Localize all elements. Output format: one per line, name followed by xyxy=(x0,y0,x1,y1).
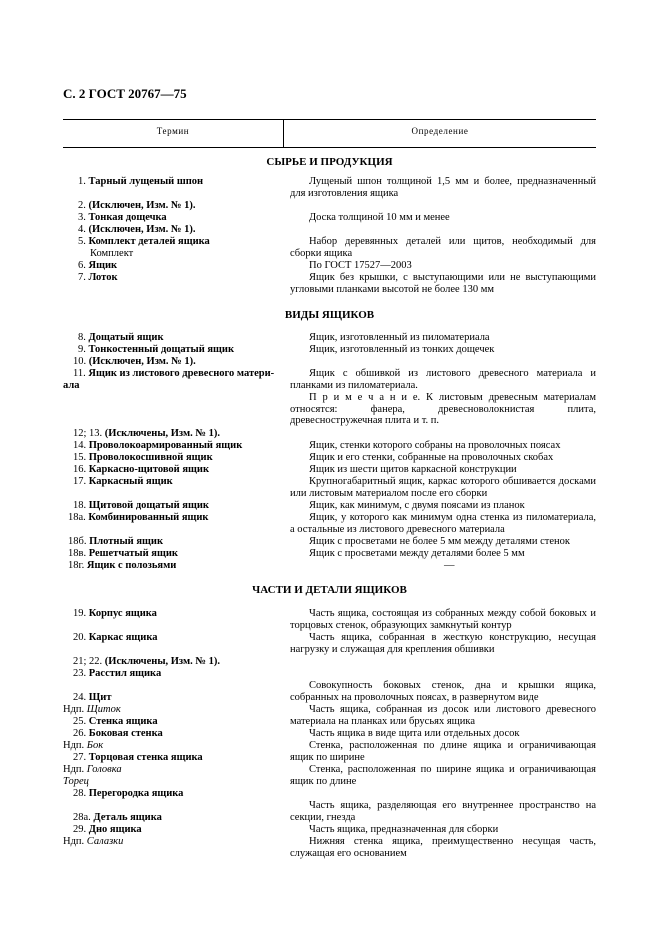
term-16 xyxy=(73,464,209,476)
term-3 xyxy=(78,212,167,224)
term-number: 28а. xyxy=(73,812,91,823)
term-name: Боковая стенка xyxy=(88,728,163,739)
term-name: Каркасный ящик xyxy=(88,476,173,487)
definition-3: Доска толщиной 10 мм и менее xyxy=(309,212,450,223)
term-24-nonrec xyxy=(63,704,121,716)
term-number: 18а. xyxy=(68,512,86,523)
definition-18g: — xyxy=(444,560,455,571)
term-name: (Исключен, Изм. № 1). xyxy=(88,224,196,235)
table-header-bottom-rule xyxy=(63,147,596,148)
term-name: Перегородка ящика xyxy=(88,788,184,799)
term-number: 16. xyxy=(73,464,87,475)
term-name: Деталь ящика xyxy=(93,812,162,823)
term-name: Щиток xyxy=(86,704,121,715)
term-name: Корпус ящика xyxy=(88,608,157,619)
term-number: Ндп. xyxy=(63,836,85,847)
term-26-nonrec xyxy=(63,740,103,752)
term-18v xyxy=(68,548,178,560)
term-14 xyxy=(73,440,242,452)
term-10 xyxy=(73,356,196,368)
term-number: 2. xyxy=(78,200,86,211)
term-28 xyxy=(73,788,183,800)
definition-26: Стенка, расположенная по длине ящика и ограничивающая ящик по ширине xyxy=(290,740,596,763)
term-20 xyxy=(73,632,157,644)
term-1 xyxy=(78,176,203,188)
term-number: 8. xyxy=(78,332,86,343)
term-name: Решетчатый ящик xyxy=(88,548,178,559)
term-number: Ндп. xyxy=(63,764,85,775)
term-27 xyxy=(73,752,203,764)
page-title: С. 2 ГОСТ 20767—75 xyxy=(63,86,187,101)
term-number: 18. xyxy=(73,500,87,511)
term-name: ала xyxy=(63,380,80,391)
term-18g xyxy=(68,560,176,572)
term-18 xyxy=(73,500,209,512)
definition-28a: Часть ящика, предназначенная для сборки xyxy=(309,824,499,835)
term-8 xyxy=(78,332,164,344)
term-7 xyxy=(78,272,118,284)
term-name: Тонкостенный дощатый ящик xyxy=(88,344,235,355)
term-name: Каркасно-щитовой ящик xyxy=(88,464,210,475)
term-name: (Исключен, Изм. № 1). xyxy=(88,200,196,211)
term-name: Торец xyxy=(63,776,89,787)
term-27-nonrec-2 xyxy=(63,776,89,788)
term-27-nonrec xyxy=(63,764,122,776)
term-number: Ндп. xyxy=(63,704,85,715)
term-number: 11. xyxy=(73,368,86,379)
term-28a xyxy=(73,812,162,824)
definition-14: Ящик, стенки которого собраны на проволочных поясах xyxy=(309,440,561,451)
definition-5: Набор деревянных деталей или щитов, необходимый для сборки ящика xyxy=(290,236,596,259)
term-number: 7. xyxy=(78,272,86,283)
term-name: Дно ящика xyxy=(88,824,142,835)
section-heading-box-parts: ЧАСТИ И ДЕТАЛИ ЯЩИКОВ xyxy=(252,584,407,596)
term-6 xyxy=(78,260,117,272)
definition-27: Стенка, расположенная по ширине ящика и ограничивающая ящик по длине xyxy=(290,764,596,787)
definition-9: Ящик, изготовленный из тонких дощечек xyxy=(309,344,495,355)
definition-19: Часть ящика, состоящая из собранных между собой боковых и торцовых стенок, образующих замкнутый контур xyxy=(290,608,596,631)
term-12-13 xyxy=(73,428,220,440)
definition-18v: Ящик с просветами между деталями более 5 мм xyxy=(309,548,525,559)
term-number: 29. xyxy=(73,824,87,835)
term-name: Каркас ящика xyxy=(88,632,158,643)
term-number: 21; 22. xyxy=(73,656,103,667)
definition-28: Часть ящика, разделяющая его внутреннее пространство на секции, гнезда xyxy=(290,800,596,823)
term-name: Ящик с полозьями xyxy=(86,560,177,571)
definition-6: По ГОСТ 17527—2003 xyxy=(309,260,412,271)
term-23 xyxy=(73,668,161,680)
column-header-definition: Определение xyxy=(411,126,469,136)
definition-1: Лущеный шпон толщиной 1,5 мм и более, предназначенный для изготовления ящика xyxy=(290,176,596,199)
term-name: (Исключены, Изм. № 1). xyxy=(104,428,220,439)
term-number: 14. xyxy=(73,440,87,451)
column-header-term: Термин xyxy=(156,126,190,136)
term-number: Ндп. xyxy=(63,740,85,751)
definition-18b: Ящик с просветами не более 5 мм между деталями стенок xyxy=(309,536,571,547)
term-number: 17. xyxy=(73,476,87,487)
term-number: 18г. xyxy=(68,560,85,571)
term-name: Комплект деталей ящика xyxy=(88,236,210,247)
term-number: 15. xyxy=(73,452,87,463)
term-17 xyxy=(73,476,173,488)
term-name: Проволокоармированный ящик xyxy=(88,440,243,451)
term-name: Салазки xyxy=(86,836,124,847)
term-5 xyxy=(78,236,210,248)
term-name: Комбинированный ящик xyxy=(88,512,209,523)
definition-11-note: П р и м е ч а н и е. К листовым древесным материалам относятся: фанера, древесноволокнистая плита, древесностружечная плита и т. п. xyxy=(290,392,596,426)
definition-24: Часть ящика, собранная из досок или листового древесного материала на планках или брусьях ящика xyxy=(290,704,596,727)
term-number: 24. xyxy=(73,692,87,703)
term-26 xyxy=(73,728,163,740)
definition-15: Ящик и его стенки, собранные на проволочных скобах xyxy=(309,452,554,463)
term-4 xyxy=(78,224,195,236)
term-name: Плотный ящик xyxy=(89,536,163,547)
term-number: 4. xyxy=(78,224,86,235)
term-number: 18б. xyxy=(68,536,87,547)
term-29-nonrec xyxy=(63,836,123,848)
term-11 xyxy=(73,368,274,380)
term-name: Расстил ящика xyxy=(88,668,162,679)
term-name: Дощатый ящик xyxy=(88,332,164,343)
term-15 xyxy=(73,452,213,464)
term-number: 6. xyxy=(78,260,86,271)
term-name: Тарный лущеный шпон xyxy=(88,176,204,187)
definition-7: Ящик без крышки, с выступающими или не выступающими угловыми планками высотой не более 130 мм xyxy=(290,272,596,295)
term-number: 18в. xyxy=(68,548,87,559)
term-number: 25. xyxy=(73,716,87,727)
definition-17: Крупногабаритный ящик, каркас которого обшивается досками или листовым материалом после его сборки xyxy=(290,476,596,499)
term-2 xyxy=(78,200,195,212)
term-24 xyxy=(73,692,112,704)
term-name: (Исключен, Изм. № 1). xyxy=(88,356,196,367)
term-number: 9. xyxy=(78,344,86,355)
term-name: Тонкая дощечка xyxy=(88,212,167,223)
definition-29: Нижняя стенка ящика, преимущественно несущая часть, служащая его основанием xyxy=(290,836,596,859)
term-number: 10. xyxy=(73,356,87,367)
term-name: Щит xyxy=(88,692,112,703)
definition-23: Совокупность боковых стенок, дна и крышки ящика, собранных на проволочных поясах, в развернутом виде xyxy=(290,680,596,703)
term-number: 19. xyxy=(73,608,87,619)
term-11-continuation xyxy=(63,380,79,392)
term-name: Торцовая стенка ящика xyxy=(88,752,203,763)
term-number: 26. xyxy=(73,728,87,739)
term-name: Комплект xyxy=(90,248,134,259)
definition-18: Ящик, как минимум, с двумя поясами из планок xyxy=(309,500,525,511)
term-name: Лоток xyxy=(88,272,118,283)
definition-16: Ящик из шести щитов каркасной конструкции xyxy=(309,464,517,475)
section-heading-box-types: ВИДЫ ЯЩИКОВ xyxy=(284,309,375,321)
term-18a xyxy=(68,512,208,524)
definition-18a: Ящик, у которого как минимум одна стенка из пиломатериала, а остальные из листового древесного материала xyxy=(290,512,596,535)
definition-8: Ящик, изготовленный из пиломатериала xyxy=(309,332,490,343)
table-header-top-rule xyxy=(63,119,596,120)
term-25 xyxy=(73,716,158,728)
term-number: 12; 13. xyxy=(73,428,103,439)
term-5-synonym xyxy=(90,248,133,260)
term-number: 20. xyxy=(73,632,87,643)
term-name: Головка xyxy=(86,764,122,775)
section-heading-raw-materials: СЫРЬЕ И ПРОДУКЦИЯ xyxy=(266,156,393,168)
term-name: Стенка ящика xyxy=(88,716,158,727)
term-18b xyxy=(68,536,163,548)
term-number: 23. xyxy=(73,668,87,679)
term-name: Ящик xyxy=(88,260,118,271)
definition-20: Часть ящика, собранная в жесткую конструкцию, несущая нагрузку и служащая для крепления обшивки xyxy=(290,632,596,655)
term-name: Бок xyxy=(86,740,104,751)
term-name: Щитовой дощатый ящик xyxy=(88,500,209,511)
term-21-22 xyxy=(73,656,220,668)
term-number: 27. xyxy=(73,752,87,763)
term-9 xyxy=(78,344,234,356)
term-19 xyxy=(73,608,157,620)
term-number: 1. xyxy=(78,176,86,187)
term-name: Ящик из листового древесного матери- xyxy=(88,368,275,379)
definition-25: Часть ящика в виде щита или отдельных досок xyxy=(309,728,520,739)
term-number: 28. xyxy=(73,788,87,799)
term-name: Проволокосшивной ящик xyxy=(88,452,213,463)
term-name: (Исключены, Изм. № 1). xyxy=(104,656,220,667)
term-29 xyxy=(73,824,142,836)
term-number: 5. xyxy=(78,236,86,247)
definition-11: Ящик с обшивкой из листового древесного материала и планками из пиломатериала. xyxy=(290,368,596,391)
term-number: 3. xyxy=(78,212,86,223)
